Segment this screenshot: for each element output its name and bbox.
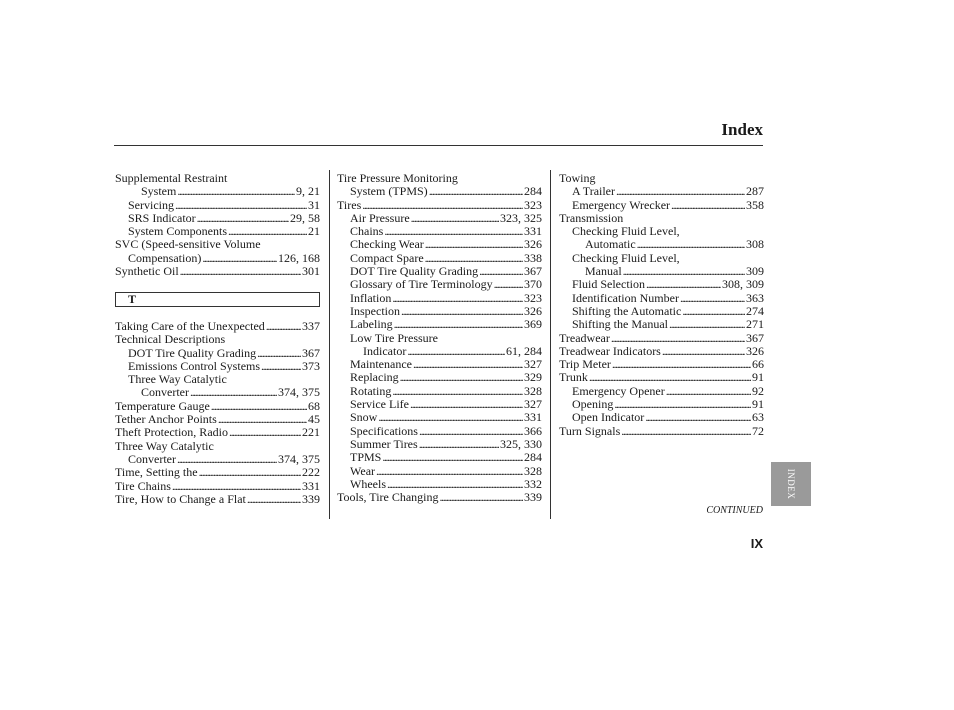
index-entry-page[interactable]: 308	[746, 237, 764, 252]
index-entry-text: SRS Indicator	[128, 210, 196, 225]
index-entry-text: Emergency Opener	[572, 383, 665, 398]
index-entry-page[interactable]: 328	[524, 463, 542, 478]
index-entry-text: Trip Meter	[559, 357, 611, 372]
index-entry[interactable]	[115, 440, 320, 453]
index-entry-text: Open Indicator	[572, 410, 645, 425]
index-entry-text: A Trailer	[572, 184, 616, 199]
index-entry[interactable]	[559, 371, 764, 384]
index-entry-page[interactable]: 367	[746, 330, 764, 345]
dot-leader	[197, 212, 289, 225]
index-entry-text: Identification Number	[572, 290, 679, 305]
index-entry-page[interactable]: 308, 309	[722, 277, 764, 292]
index-entry-text: Tools, Tire Changing	[337, 490, 439, 505]
index-entry-page[interactable]: 68	[308, 398, 320, 413]
dot-leader	[400, 371, 523, 384]
index-entry-text: Checking Wear	[350, 237, 424, 252]
index-entry[interactable]	[559, 332, 764, 345]
index-entry-page[interactable]: 339	[302, 491, 320, 506]
index-entry-page[interactable]: 326	[524, 303, 542, 318]
index-entry-page[interactable]: 327	[524, 397, 542, 412]
index-entry[interactable]	[337, 278, 542, 291]
index-entry[interactable]	[337, 451, 542, 464]
dot-leader	[392, 385, 523, 398]
index-entry[interactable]	[337, 491, 542, 504]
index-entry[interactable]	[115, 225, 320, 238]
dot-leader	[387, 478, 523, 491]
index-entry-page[interactable]: 332	[524, 476, 542, 491]
index-entry-text: Three Way Catalytic	[128, 372, 227, 387]
index-entry-page[interactable]: 61, 284	[506, 343, 542, 358]
index-entry-text: Fluid Selection	[572, 277, 645, 292]
index-column-1	[115, 172, 320, 506]
dot-leader	[266, 320, 301, 333]
index-entry-text: DOT Tire Quality Grading	[128, 345, 257, 360]
index-entry[interactable]	[337, 371, 542, 384]
dot-leader	[378, 411, 523, 424]
dot-leader	[623, 265, 745, 278]
index-entry-text: Treadwear Indicators	[559, 343, 661, 358]
index-entry-text: Inflation	[350, 290, 392, 305]
dot-leader	[202, 252, 277, 265]
dot-leader	[494, 278, 523, 291]
index-entry[interactable]	[337, 292, 542, 305]
index-entry-text: Technical Descriptions	[115, 332, 226, 347]
title-rule	[114, 145, 763, 146]
index-entry-text: Compensation)	[128, 250, 202, 265]
index-entry-page[interactable]: 66	[752, 357, 764, 372]
page-title: Index	[721, 120, 763, 139]
index-entry[interactable]	[337, 398, 542, 411]
section-letter-header: T	[115, 292, 320, 307]
dot-leader	[175, 199, 307, 212]
index-entry[interactable]	[337, 238, 542, 251]
index-entry-page[interactable]: 367	[524, 264, 542, 279]
dot-leader	[621, 425, 751, 438]
index-entry[interactable]	[559, 318, 764, 331]
index-entry-page[interactable]: 367	[302, 345, 320, 360]
index-entry[interactable]	[337, 345, 542, 358]
dot-leader	[425, 252, 523, 265]
index-entry-text: Automatic	[585, 237, 636, 252]
index-entry-page[interactable]: 221	[302, 425, 320, 440]
index-entry[interactable]	[115, 453, 320, 466]
dot-leader	[616, 185, 745, 198]
index-entry[interactable]	[559, 212, 764, 225]
index-entry-page[interactable]: 366	[524, 423, 542, 438]
index-entry-page[interactable]: 284	[524, 450, 542, 465]
dot-leader	[392, 292, 523, 305]
dot-leader	[362, 199, 523, 212]
dot-leader	[172, 480, 301, 493]
index-entry-page[interactable]: 323, 325	[500, 210, 542, 225]
index-entry-page[interactable]: 329	[524, 370, 542, 385]
dot-leader	[247, 493, 301, 506]
index-entry[interactable]	[115, 172, 320, 185]
spacer	[115, 307, 320, 320]
index-entry[interactable]	[559, 385, 764, 398]
index-entry[interactable]	[337, 478, 542, 491]
index-entry-text: Shifting the Automatic	[572, 303, 682, 318]
side-tab-label: INDEX	[786, 468, 796, 500]
index-entry[interactable]	[115, 480, 320, 493]
index-entry-page[interactable]: 45	[308, 412, 320, 427]
index-entry-page[interactable]: 327	[524, 357, 542, 372]
dot-leader	[211, 400, 307, 413]
index-entry[interactable]	[115, 199, 320, 212]
index-entry-page[interactable]: 374, 375	[278, 385, 320, 400]
dot-leader	[410, 398, 523, 411]
index-entry-page[interactable]: 326	[524, 237, 542, 252]
index-entry-page[interactable]: 331	[302, 478, 320, 493]
index-entry-text: SVC (Speed-sensitive Volume	[115, 237, 261, 252]
index-entry-page[interactable]: 339	[524, 490, 542, 505]
dot-leader	[382, 451, 523, 464]
index-entry-text: Shifting the Manual	[572, 317, 668, 332]
index-entry[interactable]	[337, 199, 542, 212]
dot-leader	[413, 358, 523, 371]
index-entry-page[interactable]: 63	[752, 410, 764, 425]
index-entry[interactable]	[559, 345, 764, 358]
index-entry-page[interactable]: 92	[752, 383, 764, 398]
index-entry[interactable]	[337, 185, 542, 198]
index-entry-text: Tire Pressure Monitoring	[337, 171, 458, 185]
dot-leader	[384, 225, 523, 238]
column-divider	[550, 170, 551, 519]
index-entry-page[interactable]: 222	[302, 465, 320, 480]
index-entry-text: Converter	[128, 451, 176, 466]
dot-leader	[666, 385, 751, 398]
index-entry[interactable]	[559, 398, 764, 411]
index-entry-page[interactable]: 337	[302, 318, 320, 333]
index-entry[interactable]	[559, 199, 764, 212]
index-entry[interactable]	[559, 252, 764, 265]
index-entry[interactable]	[559, 278, 764, 291]
index-entry-page[interactable]: 370	[524, 277, 542, 292]
index-entry-text: Wear	[350, 463, 376, 478]
dot-leader	[662, 345, 745, 358]
dot-leader	[425, 238, 523, 251]
index-entry-page[interactable]: 338	[524, 250, 542, 265]
index-entry[interactable]	[115, 373, 320, 386]
dot-leader	[440, 491, 523, 504]
index-entry[interactable]	[337, 385, 542, 398]
index-entry-text: Service Life	[350, 397, 409, 412]
index-entry-text: Theft Protection, Radio	[115, 425, 228, 440]
index-entry-text: Wheels	[350, 476, 386, 491]
index-entry-page[interactable]: 29, 58	[290, 210, 320, 225]
dot-leader	[646, 278, 721, 291]
index-entry-text: Tire, How to Change a Flat	[115, 491, 246, 506]
index-entry-text: Snow	[350, 410, 378, 425]
index-entry-text: System (TPMS)	[350, 184, 428, 199]
index-entry-page[interactable]: 331	[524, 224, 542, 239]
index-entry[interactable]	[559, 425, 764, 438]
index-entry-text: Maintenance	[350, 357, 412, 372]
index-entry-page[interactable]: 21	[308, 224, 320, 239]
index-side-tab[interactable]	[771, 462, 811, 506]
index-entry-page[interactable]: 358	[746, 197, 764, 212]
index-entry[interactable]	[115, 413, 320, 426]
index-entry-text: Checking Fluid Level,	[572, 250, 680, 265]
dot-leader	[218, 413, 307, 426]
index-entry-page[interactable]: 374, 375	[278, 451, 320, 466]
dot-leader	[411, 212, 499, 225]
dot-leader	[177, 453, 277, 466]
index-entry[interactable]	[115, 320, 320, 333]
index-entry[interactable]	[115, 360, 320, 373]
dot-leader	[589, 371, 751, 384]
index-entry-text: System	[141, 184, 177, 199]
index-entry-text: Temperature Gauge	[115, 398, 210, 413]
index-entry[interactable]	[115, 333, 320, 346]
dot-leader	[401, 305, 523, 318]
index-entry[interactable]	[115, 212, 320, 225]
index-entry[interactable]	[115, 386, 320, 399]
index-entry-page[interactable]: 373	[302, 358, 320, 373]
index-entry-text: Indicator	[363, 343, 407, 358]
dot-leader	[407, 345, 505, 358]
index-entry-text: Manual	[585, 264, 622, 279]
index-entry-page[interactable]: 331	[524, 410, 542, 425]
dot-leader	[180, 265, 301, 278]
index-entry-text: Servicing	[128, 197, 174, 212]
dot-leader	[611, 332, 745, 345]
index-entry[interactable]	[337, 172, 542, 185]
index-entry-text: Inspection	[350, 303, 400, 318]
index-entry-text: Checking Fluid Level,	[572, 224, 680, 239]
dot-leader	[394, 318, 523, 331]
index-entry-page[interactable]: 31	[308, 197, 320, 212]
index-entry[interactable]	[115, 493, 320, 506]
index-entry-text: Treadwear	[559, 330, 610, 345]
dot-leader	[614, 398, 751, 411]
index-entry-page[interactable]: 126, 168	[278, 250, 320, 265]
index-entry-page[interactable]: 328	[524, 383, 542, 398]
dot-leader	[229, 426, 301, 439]
index-entry[interactable]	[337, 305, 542, 318]
index-entry-page[interactable]: 91	[752, 397, 764, 412]
index-entry-text: Replacing	[350, 370, 399, 385]
dot-leader	[479, 265, 523, 278]
index-entry-text: Low Tire Pressure	[350, 330, 439, 345]
index-entry-text: Specifications	[350, 423, 418, 438]
index-entry[interactable]	[115, 347, 320, 360]
index-entry-page[interactable]: 284	[524, 184, 542, 199]
index-entry[interactable]	[559, 185, 764, 198]
index-entry-page[interactable]: 72	[752, 423, 764, 438]
index-entry[interactable]	[559, 358, 764, 371]
dot-leader	[645, 411, 751, 424]
index-column-2	[337, 172, 542, 504]
dot-leader	[682, 305, 745, 318]
index-entry-text: Glossary of Tire Terminology	[350, 277, 493, 292]
index-entry-text: Rotating	[350, 383, 392, 398]
index-entry[interactable]	[337, 358, 542, 371]
index-entry[interactable]	[337, 425, 542, 438]
index-entry-text: Converter	[141, 385, 189, 400]
index-entry-page[interactable]: 325, 330	[500, 436, 542, 451]
index-entry[interactable]	[337, 265, 542, 278]
index-entry-text: Time, Setting the	[115, 465, 198, 480]
index-entry-page[interactable]: 309	[746, 264, 764, 279]
dot-leader	[257, 347, 301, 360]
index-entry-text: Tire Chains	[115, 478, 171, 493]
index-entry-text: Transmission	[559, 210, 624, 225]
index-entry-text: Opening	[572, 397, 614, 412]
continued-label: CONTINUED	[706, 505, 763, 516]
dot-leader	[671, 199, 745, 212]
dot-leader	[199, 466, 301, 479]
index-entry-text: Emergency Wrecker	[572, 197, 671, 212]
index-entry-page[interactable]: 323	[524, 290, 542, 305]
dot-leader	[261, 360, 301, 373]
page-number: IX	[750, 536, 763, 551]
index-entry-text: Summer Tires	[350, 436, 418, 451]
dot-leader	[680, 292, 745, 305]
index-entry-page[interactable]: 91	[752, 370, 764, 385]
dot-leader	[669, 318, 745, 331]
index-entry[interactable]	[337, 438, 542, 451]
index-entry-text: Compact Spare	[350, 250, 424, 265]
dot-leader	[429, 185, 523, 198]
index-entry[interactable]	[559, 238, 764, 251]
index-entry[interactable]	[559, 292, 764, 305]
index-entry-page[interactable]: 326	[746, 343, 764, 358]
index-entry-text: Air Pressure	[350, 210, 410, 225]
index-entry-text: Synthetic Oil	[115, 264, 179, 279]
index-entry-text: Emissions Control Systems	[128, 358, 261, 373]
index-entry[interactable]	[115, 265, 320, 278]
index-entry-text: Tires	[337, 197, 362, 212]
index-entry[interactable]	[337, 411, 542, 424]
index-entry-page[interactable]: 323	[524, 197, 542, 212]
index-entry-text: Tether Anchor Points	[115, 412, 217, 427]
index-entry-text: Supplemental Restraint	[115, 171, 228, 185]
column-divider	[329, 170, 330, 519]
index-entry[interactable]	[337, 252, 542, 265]
index-entry[interactable]	[115, 238, 320, 251]
index-entry[interactable]	[115, 185, 320, 198]
index-entry-text: TPMS	[350, 450, 382, 465]
index-entry-text: Labeling	[350, 317, 393, 332]
index-column-3	[559, 172, 764, 438]
dot-leader	[612, 358, 751, 371]
index-entry-text: Turn Signals	[559, 423, 621, 438]
dot-leader	[637, 238, 745, 251]
dot-leader	[419, 425, 523, 438]
spacer	[115, 278, 320, 291]
index-entry[interactable]	[337, 212, 542, 225]
index-entry-page[interactable]: 301	[302, 264, 320, 279]
index-entry-text: Taking Care of the Unexpected	[115, 318, 265, 333]
index-entry-text: Towing	[559, 171, 596, 185]
index-entry[interactable]	[115, 400, 320, 413]
index-entry-page[interactable]: 287	[746, 184, 764, 199]
dot-leader	[376, 465, 523, 478]
index-entry-page[interactable]: 369	[524, 317, 542, 332]
index-entry[interactable]	[337, 318, 542, 331]
index-entry-page[interactable]: 271	[746, 317, 764, 332]
index-entry-text: System Components	[128, 224, 228, 239]
index-entry[interactable]	[115, 466, 320, 479]
index-entry-text: Trunk	[559, 370, 588, 385]
dot-leader	[190, 386, 277, 399]
index-entry-page[interactable]: 363	[746, 290, 764, 305]
dot-leader	[419, 438, 499, 451]
index-entry[interactable]	[337, 332, 542, 345]
index-entry-page[interactable]: 274	[746, 303, 764, 318]
index-entry[interactable]	[559, 265, 764, 278]
index-entry[interactable]	[559, 411, 764, 424]
index-entry-page[interactable]: 9, 21	[296, 184, 320, 199]
index-entry-text: Three Way Catalytic	[115, 438, 214, 453]
index-entry[interactable]	[559, 172, 764, 185]
dot-leader	[228, 225, 307, 238]
index-entry[interactable]	[337, 465, 542, 478]
index-entry[interactable]	[115, 426, 320, 439]
index-entry[interactable]	[337, 225, 542, 238]
index-entry[interactable]	[559, 225, 764, 238]
index-entry-text: DOT Tire Quality Grading	[350, 264, 479, 279]
index-entry[interactable]	[559, 305, 764, 318]
index-entry-text: Chains	[350, 224, 384, 239]
index-entry[interactable]	[115, 252, 320, 265]
dot-leader	[177, 185, 295, 198]
